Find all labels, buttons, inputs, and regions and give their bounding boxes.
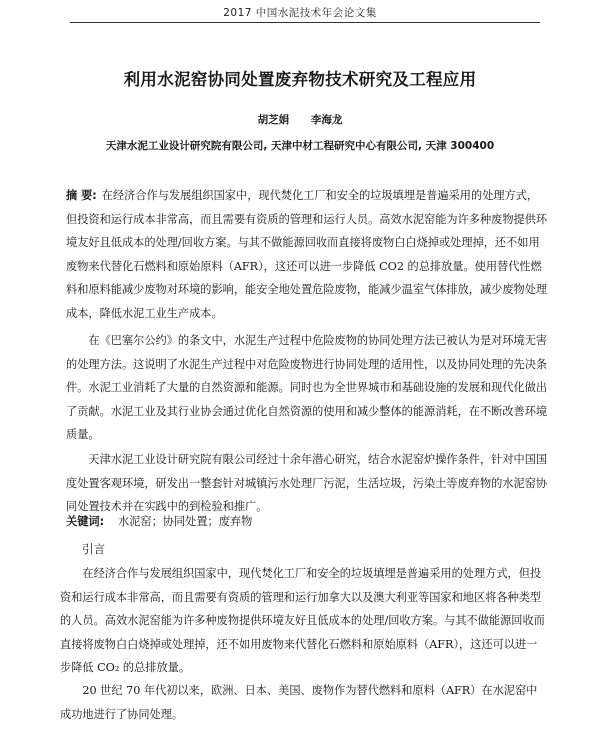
running-header: 2017 中国水泥技术年会论文集 bbox=[223, 7, 377, 19]
abstract-text: 在经济合作与发展组织国家中，现代焚化工厂和安全的垃圾填埋是普遍采用的处理方式，但投资和运行成本非常高，而且需要有资质的管理和运行人员。高效水泥窑能为许多种废物提供环境友好且低成本的处理/回收方案。与其不做能源回收而直接将废物白白烧掉或处理掉，还不如用废物来代替化石燃料和原始原料（AFR），这还可以进一步降低 CO2 的总排放量。使用替代性燃料和原料能减少废物对环境的影响，能安全地处置危险废物，能减少温室气体排放，减少废物处理成本，降低水泥工业生产成本。 bbox=[66, 189, 548, 320]
body-paragraph: 20 世纪 70 年代初以来，欧洲、日本、美国、废物作为替代燃料和原料（AFR）在水泥窑中成功地进行了协同处理。 bbox=[60, 684, 538, 721]
header-rule bbox=[70, 22, 540, 23]
abstract-paragraph bbox=[66, 184, 548, 326]
author-line bbox=[0, 112, 600, 127]
paper-title: 利用水泥窑协同处置废弃物技术研究及工程应用 bbox=[123, 70, 477, 89]
body-paragraph: 在经济合作与发展组织国家中，现代焚化工厂和安全的垃圾填埋是普遍采用的处理方式，但投资和运行成本非常高，而且需要有资质的管理和运行加拿大以及澳大利亚等国家和地区将各种类型的人员。高效水泥窑能为许多种废物提供环境友好且低成本的处理/回收方案。与其不做能源回收而直接将废物白白烧掉或处理掉，还不如用废物来代替化石燃料和原始原料（AFR），这还可以进一步降低 CO₂ 的总排放量。 bbox=[60, 567, 545, 675]
abstract-paragraph: 在《巴塞尔公约》的条文中，水泥生产过程中危险废物的协同处理方法已被认为是对环境无害的处理方法。这说明了水泥生产过程中对危险废物进行协同处理的适用性，以及协同处理的先决条件。水泥工业消耗了大量的自然资源和能源。同时也为全世界城市和基础设施的发展和现代化做出了贡献。水泥工业及其行业协会通过优化自然资源的使用和减少整体的能源消耗，在不断改善环境质量。 bbox=[66, 334, 548, 442]
abstract-paragraph: 天津水泥工业设计研究院有限公司经过十余年潜心研究，结合水泥窑炉操作条件，针对中国国度处置客观环境，研发出一整套针对城镇污水处理厂污泥，生活垃圾，污染土等废弃物的水泥窑协同处置技术并在实践中的到检验和推广。 bbox=[66, 453, 548, 514]
author-name: 李海龙 bbox=[310, 114, 343, 126]
section-heading: 引言 bbox=[82, 542, 105, 556]
keywords bbox=[66, 514, 548, 530]
author-name: 胡芝娟 bbox=[257, 114, 290, 126]
keywords-label: 关键词: bbox=[66, 515, 105, 528]
affiliation: 天津水泥工业设计研究院有限公司, 天津中材工程研究中心有限公司, 天津 300400 bbox=[105, 140, 495, 152]
abstract-label: 摘 要: bbox=[66, 189, 97, 202]
keywords-text: 水泥窑；协同处置；废弃物 bbox=[118, 515, 253, 528]
